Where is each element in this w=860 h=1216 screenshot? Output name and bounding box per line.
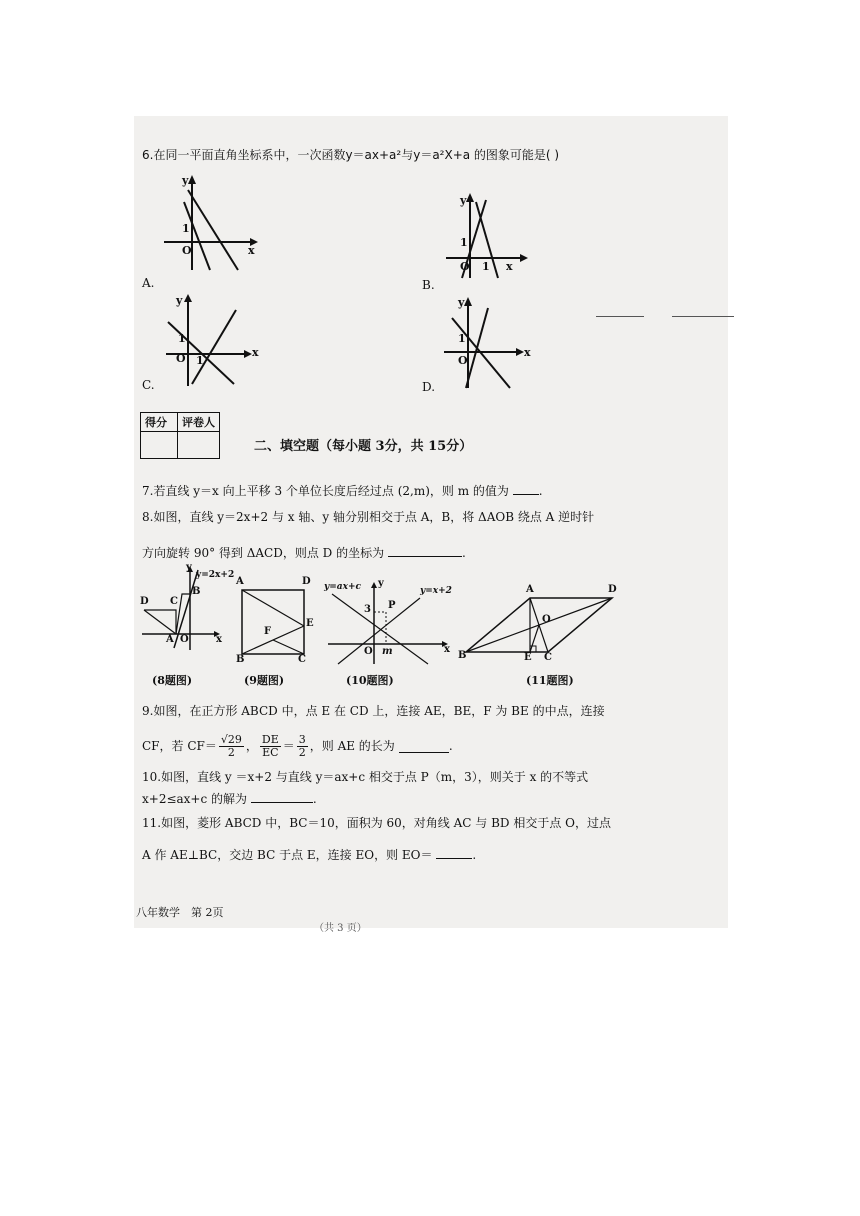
score-table-grader-cell[interactable]: [178, 432, 220, 459]
q6-graph-a: [158, 172, 268, 272]
cf-denominator: 2: [227, 745, 235, 759]
figure-9: [234, 576, 318, 666]
fig11-point-d: D: [608, 584, 617, 595]
fig10-point-p: P: [388, 600, 396, 611]
q6-c-origin-label: O: [176, 352, 186, 365]
page-count: （共 3 页）: [314, 923, 367, 934]
figure-8-caption: (8题图): [152, 674, 193, 687]
figure-11-caption: (11题图): [526, 674, 574, 687]
question-9-value-fraction: [297, 734, 308, 759]
q6-b-one-x-label: 1: [482, 260, 490, 273]
score-table-score-cell[interactable]: [141, 432, 178, 459]
question-7: [142, 482, 543, 498]
question-10-answer-blank[interactable]: [251, 790, 313, 803]
fig8-y-label: y: [186, 562, 192, 573]
fig8-x-label: x: [216, 634, 222, 645]
ratio-denominator: EC: [262, 745, 279, 759]
scan-mark: [672, 316, 734, 317]
score-table-score-header: 得分: [141, 413, 178, 432]
question-6-text: 6.在同一平面直角坐标系中，一次函数y＝ax+a²与y＝a²X+a 的图象可能是( ): [142, 148, 560, 162]
fig10-line2-label: y=x+2: [420, 586, 452, 596]
ratio-numerator: DE: [261, 732, 279, 746]
fig8-point-a: A: [166, 634, 174, 645]
question-10-end: .: [312, 792, 317, 806]
score-table: [140, 412, 220, 459]
question-9-end: .: [448, 739, 453, 753]
q6-graph-d: [438, 294, 548, 390]
q6-option-b: B.: [422, 278, 435, 292]
question-11-end: .: [472, 848, 477, 862]
question-9-ratio-fraction: [260, 734, 281, 759]
fig10-x-label: x: [444, 644, 450, 655]
cf-numerator: √29: [220, 732, 242, 746]
question-11-answer-blank[interactable]: [436, 846, 472, 859]
question-10-line-2-text: x+2≤ax+c 的解为: [142, 792, 248, 806]
q6-option-d: D.: [422, 380, 436, 394]
fig11-point-e: E: [524, 652, 532, 663]
q6-c-one-label: 1: [178, 332, 186, 345]
fig8-point-c: C: [170, 596, 178, 607]
fig10-tick-m: m: [382, 646, 393, 657]
question-8-answer-blank[interactable]: [388, 544, 462, 557]
figure-10: [324, 578, 454, 666]
question-9-post: ，则 AE 的长为: [309, 739, 395, 753]
fig9-point-e: E: [306, 618, 314, 629]
q6-a-origin-label: O: [182, 244, 192, 257]
value-numerator: 3: [298, 732, 306, 746]
q6-c-one-x-label: 1: [196, 354, 204, 367]
question-9-answer-blank[interactable]: [399, 740, 449, 753]
fig9-point-a: A: [236, 576, 244, 587]
fig11-point-a: A: [526, 584, 534, 595]
question-11-line-1: 11.如图，菱形 ABCD 中，BC＝10，面积为 60，对角线 AC 与 BD 相交于点 O，过点: [142, 816, 611, 830]
fig11-point-o: O: [542, 614, 551, 625]
fig11-point-b: B: [458, 650, 467, 661]
question-8-line-2: [142, 544, 466, 560]
q6-a-x-label: x: [248, 244, 255, 257]
figure-10-caption: (10题图): [346, 674, 394, 687]
q6-b-one-label: 1: [460, 236, 468, 249]
q6-b-x-label: x: [506, 260, 513, 273]
q6-d-x-label: x: [524, 346, 531, 359]
fig11-point-c: C: [544, 652, 552, 663]
q6-a-one-label: 1: [182, 222, 190, 235]
figure-9-caption: (9题图): [244, 674, 285, 687]
question-9-line-2: [142, 728, 453, 764]
question-9-pre: CF，若 CF＝: [142, 739, 217, 753]
fig10-origin: O: [364, 646, 373, 657]
exam-page: [134, 116, 728, 934]
question-9-equals: ＝: [282, 739, 295, 753]
fig10-tick-3: 3: [364, 604, 371, 615]
fig10-y-label: y: [378, 578, 384, 589]
q6-c-x-label: x: [252, 346, 259, 359]
q6-graph-c: [162, 292, 272, 388]
q6-option-a: A.: [142, 276, 155, 290]
figure-8: [140, 562, 235, 652]
question-11-line-2-text: A 作 AE⊥BC，交边 BC 于点 E，连接 EO，则 EO＝: [142, 848, 433, 862]
q6-b-y-label: y: [460, 194, 467, 207]
q6-a-y-label: y: [182, 174, 189, 187]
fig9-point-c: C: [298, 654, 306, 665]
question-11-line-2: [142, 846, 476, 862]
fig8-origin: O: [180, 634, 189, 645]
q6-b-origin-label: O: [460, 260, 470, 273]
figure-11: [458, 586, 618, 662]
fig9-point-b: B: [236, 654, 245, 665]
fig8-point-d: D: [140, 596, 149, 607]
question-7-text: 7.若直线 y＝x 向上平移 3 个单位长度后经过点 (2,m)，则 m 的值为: [142, 484, 509, 498]
scan-mark: [596, 316, 644, 317]
q6-d-y-label: y: [458, 296, 465, 309]
score-table-grader-header: 评卷人: [178, 413, 220, 432]
section-2-title: 二、填空题（每小题 3分，共 15分）: [254, 439, 473, 454]
question-10-line-2: [142, 790, 317, 806]
fig10-line1-label: y=ax+c: [324, 582, 361, 592]
q6-graph-b: [440, 190, 550, 280]
q6-c-y-label: y: [176, 294, 183, 307]
q6-d-one-label: 1: [458, 332, 466, 345]
question-8-line-2-text: 方向旋转 90° 得到 ΔACD，则点 D 的坐标为: [142, 546, 385, 560]
page-footer: 八年数学 第 2页: [136, 906, 224, 919]
question-8-line-1: 8.如图，直线 y＝2x+2 与 x 轴、y 轴分别相交于点 A，B，将 ΔAOB 绕点 A 逆时针: [142, 510, 595, 524]
question-9-cf-fraction: [219, 734, 244, 759]
question-8-end: .: [461, 546, 466, 560]
value-denominator: 2: [298, 745, 306, 759]
question-7-answer-blank[interactable]: [513, 482, 539, 495]
fig9-point-f: F: [264, 626, 272, 637]
fig8-line-label: y=2x+2: [196, 570, 235, 580]
question-10-line-1: 10.如图，直线 y ＝x+2 与直线 y＝ax+c 相交于点 P（m，3），则关于 x 的不等式: [142, 770, 589, 784]
question-7-end: .: [538, 484, 543, 498]
question-9-comma: ，: [245, 739, 258, 753]
fig8-point-b: B: [192, 586, 201, 597]
fig9-point-d: D: [302, 576, 311, 587]
question-9-line-1: 9.如图，在正方形 ABCD 中，点 E 在 CD 上，连接 AE，BE，F 为 BE 的中点，连接: [142, 704, 605, 718]
q6-option-c: C.: [142, 378, 155, 392]
q6-d-origin-label: O: [458, 354, 468, 367]
